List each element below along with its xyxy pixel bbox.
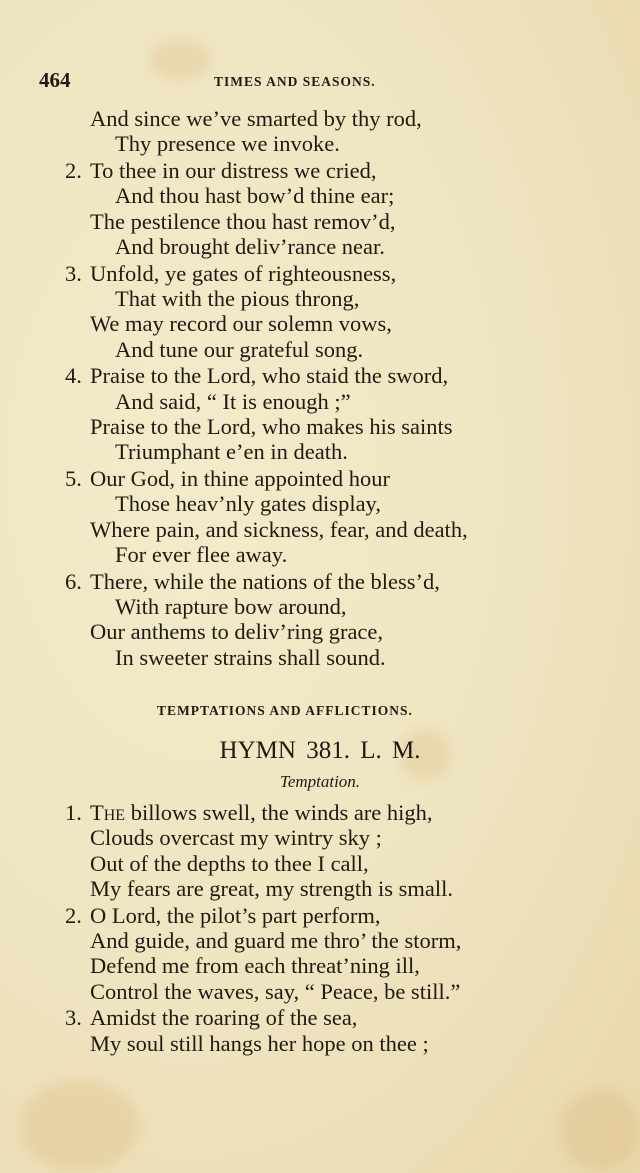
verse-text: Defend me from each threat’ning ill,: [90, 953, 420, 979]
verse-line: [65, 645, 468, 670]
verse-text: Triumphant e’en in death.: [115, 439, 348, 465]
stanza: [65, 158, 468, 259]
verse-line: [65, 979, 461, 1004]
verse-text: O Lord, the pilot’s part perform,: [90, 902, 381, 928]
paper-stain: [20, 1080, 140, 1170]
verse-line: [65, 363, 468, 388]
verse-line: [65, 131, 468, 156]
verse-line: [65, 903, 461, 928]
page-number: 464: [39, 68, 71, 92]
verse-line: [65, 517, 468, 542]
verse-line: [65, 851, 461, 876]
verse-text: With rapture bow around,: [115, 594, 347, 620]
verse-line: [65, 569, 468, 594]
verse-line: [65, 337, 468, 362]
verse-text: And thou hast bow’d thine ear;: [115, 183, 395, 209]
verse-text: Unfold, ye gates of righteousness,: [90, 260, 397, 286]
verse-text: For ever flee away.: [115, 542, 288, 568]
verse-line: [65, 183, 468, 208]
verse-line: [65, 414, 468, 439]
verse-text: In sweeter strains shall sound.: [115, 644, 386, 670]
verse-text: That with the pious throng,: [115, 286, 360, 312]
verse-line: [65, 619, 468, 644]
verse-text: Our anthems to deliv’ring grace,: [90, 619, 384, 645]
verse-line: [65, 491, 468, 516]
verse-line: [65, 439, 468, 464]
lead-word: The: [90, 800, 126, 825]
stanza-number: 6.: [65, 568, 82, 594]
verse-text: And since we’ve smarted by thy rod,: [90, 106, 422, 131]
stanza-number: 3.: [65, 260, 82, 286]
verse-line: [65, 1005, 461, 1030]
stanza-number: 2.: [65, 902, 82, 928]
stanza-number: 1.: [65, 800, 82, 825]
verse-text: Thy presence we invoke.: [115, 131, 340, 157]
stanza: [65, 466, 468, 567]
stanza: [65, 800, 461, 901]
verse-text: Where pain, and sickness, fear, and death,: [90, 516, 468, 542]
verse-text: To thee in our distress we cried,: [90, 158, 377, 184]
verse-line: [65, 209, 468, 234]
verse-text: Those heav’nly gates display,: [115, 491, 381, 517]
verse-line: [65, 286, 468, 311]
verse-line: [65, 389, 468, 414]
verse-text: My fears are great, my strength is small.: [90, 875, 454, 901]
stanza: [65, 106, 468, 157]
verse-line: [65, 953, 461, 978]
stanza: [65, 1005, 461, 1056]
verse-text: We may record our solemn vows,: [90, 311, 392, 337]
hymn-previous-continued: [65, 106, 468, 672]
verse-line: [65, 1031, 461, 1056]
hymn-subtitle: Temptation.: [279, 772, 361, 791]
verse-line: [65, 825, 461, 850]
verse-line: [65, 928, 461, 953]
verse-text: And said, “ It is enough ;”: [115, 388, 351, 414]
verse-line: [65, 158, 468, 183]
verse-text: Praise to the Lord, who staid the sword,: [90, 363, 449, 389]
verse-text: Clouds overcast my wintry sky ;: [90, 825, 382, 851]
verse-text: Amidst the roaring of the sea,: [90, 1005, 358, 1031]
verse-line: [65, 876, 461, 901]
verse-line: [65, 106, 468, 131]
verse-text: And tune our grateful song.: [115, 336, 364, 362]
verse-text: Out of the depths to thee I call,: [90, 850, 369, 876]
verse-text: My soul still hangs her hope on thee ;: [90, 1030, 429, 1056]
verse-text: Control the waves, say, “ Peace, be still.”: [90, 978, 461, 1004]
stanza-number: 2.: [65, 158, 82, 184]
verse-line: [65, 311, 468, 336]
verse-text: And guide, and guard me thro’ the storm,: [90, 927, 462, 953]
stanza-number: 5.: [65, 466, 82, 492]
verse-text: Our God, in thine appointed hour: [90, 466, 390, 492]
paper-stain: [560, 1090, 640, 1170]
verse-text: And brought deliv’rance near.: [115, 233, 385, 259]
stanza-number: 3.: [65, 1005, 82, 1031]
stanza: [65, 363, 468, 464]
verse-line: [65, 261, 468, 286]
paper-stain: [150, 40, 210, 80]
verse-line: [65, 542, 468, 567]
verse-line: [65, 234, 468, 259]
stanza: [65, 261, 468, 362]
verse-text: The pestilence thou hast remov’d,: [90, 208, 396, 234]
verse-text: billows swell, the winds are high,: [130, 800, 433, 825]
verse-line: [65, 466, 468, 491]
verse-line: [65, 800, 461, 825]
verse-text: There, while the nations of the bless’d,: [90, 568, 440, 594]
hymn-title: HYMN 381. L. M.: [219, 737, 421, 764]
hymn-381: [65, 800, 461, 1057]
stanza: [65, 569, 468, 670]
verse-line: [65, 594, 468, 619]
stanza: [65, 903, 461, 1004]
stanza-number: 4.: [65, 363, 82, 389]
section-heading: TEMPTATIONS AND AFFLICTIONS.: [157, 703, 413, 718]
running-head: TIMES AND SEASONS.: [214, 74, 376, 89]
verse-text: Praise to the Lord, who makes his saints: [90, 414, 453, 440]
